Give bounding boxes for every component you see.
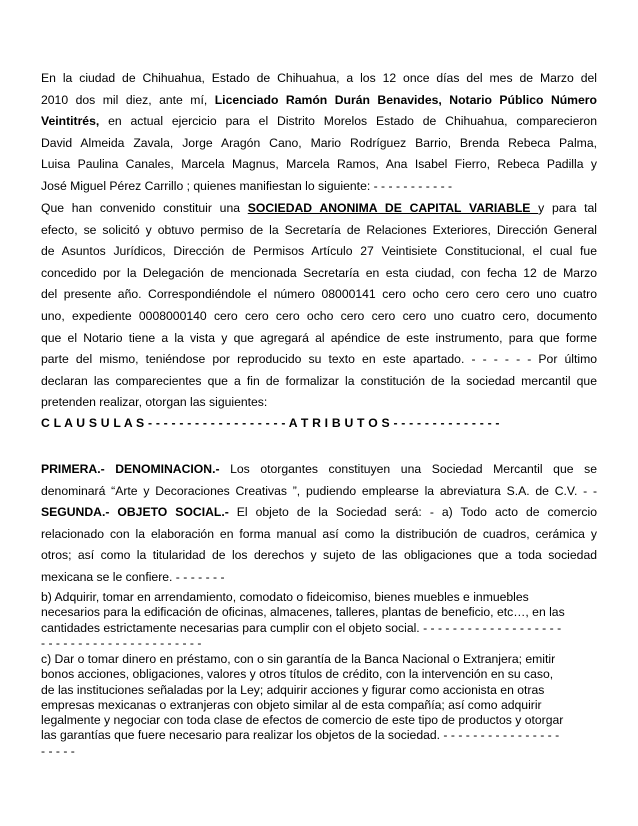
- text-line: [41, 459, 597, 481]
- text-line: denominará “Arte y Decoraciones Creativas ”, pudiendo emplearse la abreviatura S.A. de C.V. - -: [41, 483, 597, 498]
- text-line: del presente año. Correspondiéndole el número 08000141 cero ocho cero cero cero uno cuatro: [41, 287, 597, 302]
- text-line: En la ciudad de Chihuahua, Estado de Chihuahua, a los 12 once días del mes de Marzo del: [41, 71, 597, 85]
- text-line: [41, 111, 597, 133]
- text-line: José Miguel Pérez Carrillo ; quienes manifiestan lo siguiente: - - - - - - - - - - -: [41, 178, 453, 193]
- text-line: necesarios para la edificación de oficinas, almacenes, talleres, plantas de beneficio, etc…, en las: [41, 605, 565, 620]
- text-line: de Asuntos Jurídicos, Dirección de Permisos Artículo 27 Veintisiete Constitucional, el cual fue: [41, 244, 597, 259]
- paragraph-inciso-b: [41, 590, 597, 651]
- text-run: Que han convenido constituir una: [41, 201, 248, 215]
- text-line: David Almeida Zavala, Jorge Aragón Cano, Mario Rodríguez Barrio, Brenda Rebeca Palma,: [41, 135, 597, 150]
- text-line: c) Dar o tomar dinero en préstamo, con o sin garantía de la Banca Nacional o Extranjera; emitir: [41, 652, 556, 666]
- text-line: - - - - - - - - - - - - - - - - - - - - - -: [41, 635, 202, 650]
- text-line: legalmente y negociar con toda clase de efectos de comercio de este tipo de productos y otorgar: [41, 713, 564, 728]
- text-line: pretenden realizar, otorgan las siguientes:: [41, 395, 268, 410]
- text-line: bonos acciones, obligaciones, valores y otros títulos de crédito, con la intervención en su caso,: [41, 667, 554, 682]
- text-run: y para tal: [538, 201, 597, 215]
- text-line: [41, 90, 597, 112]
- text-line: efecto, se solicitó y obtuvo permiso de la Secretaría de Relaciones Exteriores, Dirección General: [41, 222, 597, 237]
- text-line: cantidades estrictamente necesarias para cumplir con el objeto social. - - - - - - - - - - - - - - - - - - -: [41, 620, 562, 635]
- text-line: empresas mexicanas o extranjeras con objeto similar al de esta compañía; así como adquirir: [41, 697, 542, 712]
- notary-name: Licenciado Ramón Durán Benavides, Notario Público Número: [214, 92, 597, 107]
- text-run: El objeto de la Sociedad será: - a) Todo acto de comercio: [228, 505, 597, 520]
- text-run: Los otorgantes constituyen una Sociedad Mercantil que se: [219, 462, 597, 476]
- clause-segunda-title: SEGUNDA.- OBJETO SOCIAL.-: [41, 505, 229, 520]
- text-line: [41, 198, 597, 220]
- paragraph-inciso-c: [41, 652, 597, 759]
- notary-number: Veintitrés,: [41, 114, 100, 129]
- text-line: relacionado con la elaboración en forma manual así como la distribución de cuadros, cerámica y: [41, 526, 597, 541]
- text-line: parte del mismo, teniéndose por reproducido su texto en este apartado. - - - - - - Por último: [41, 352, 597, 367]
- clauses-heading: C L A U S U L A S - - - - - - - - - - - - - - - - - - A T R I B U T O S - - - - - - - - - - - - - -: [41, 416, 500, 430]
- text-line: declaran las comparecientes que a fin de formalizar la constitución de la sociedad mercantil que: [41, 373, 597, 388]
- text-line: otros; así como la titularidad de los derechos y sujeto de las obligaciones que a toda sociedad: [41, 548, 597, 563]
- text-line: - - - - -: [41, 743, 75, 758]
- text-line: mexicana se le confiere. - - - - - - -: [41, 569, 225, 584]
- text-line: de las instituciones señaladas por la Ley; adquirir acciones y figurar como accionista en otras: [41, 682, 545, 697]
- text-line: Luisa Paulina Canales, Marcela Magnus, Marcela Ramos, Ana Isabel Fierro, Rebeca Padilla y: [41, 157, 597, 172]
- text-line: [41, 502, 597, 524]
- paragraph-primera-segunda: [41, 459, 597, 589]
- paragraph-convenio: [41, 198, 597, 414]
- company-type: SOCIEDAD ANONIMA DE CAPITAL VARIABLE: [247, 201, 539, 215]
- text-run: 2010 dos mil diez, ante mí,: [41, 92, 215, 107]
- text-line: las garantías que fuere necesario para realizar los objetos de la sociedad. - - - - - - - - - - - - - - - -: [41, 728, 560, 743]
- text-line: b) Adquirir, tomar en arrendamiento, comodato o fideicomiso, bienes muebles e inmuebles: [41, 590, 529, 604]
- text-line: uno, expediente 0008000140 cero cero cero ocho cero cero cero uno cuatro cero, documento: [41, 308, 597, 323]
- clause-primera-title: PRIMERA.- DENOMINACION.-: [41, 462, 220, 476]
- text-line: que el Notario tiene a la vista y que agregará al apéndice de este instrumento, para que forme: [41, 330, 597, 345]
- paragraph-comparecencia: [41, 68, 597, 198]
- text-run: en actual ejercicio para el Distrito Morelos Estado de Chihuahua, comparecieron: [99, 114, 597, 129]
- text-line: concedido por la Delegación de mencionada Secretaría en esta ciudad, con fecha 12 de Marzo: [41, 265, 597, 280]
